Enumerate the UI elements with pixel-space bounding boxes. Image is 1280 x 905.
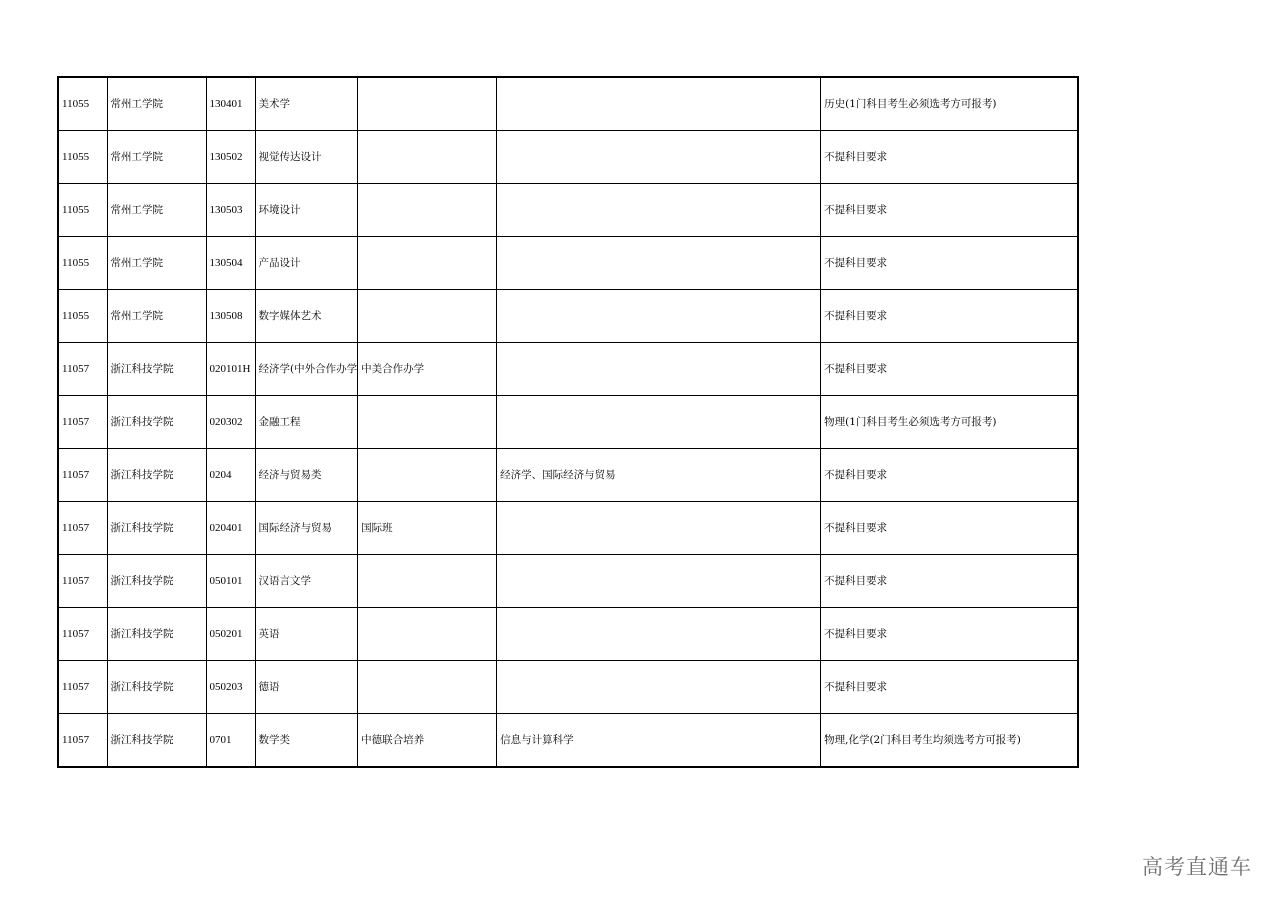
school-name-cell: 浙江科技学院 <box>107 714 206 768</box>
major-code-cell: 020401 <box>206 502 255 555</box>
school-name-cell: 常州工学院 <box>107 184 206 237</box>
included-majors-cell <box>497 131 821 184</box>
major-name-cell: 金融工程 <box>255 396 358 449</box>
remark-cell <box>358 131 497 184</box>
major-code-cell: 0701 <box>206 714 255 768</box>
admission-requirements-table <box>57 76 1079 768</box>
school-name-cell: 浙江科技学院 <box>107 343 206 396</box>
school-code-cell: 11057 <box>58 608 107 661</box>
remark-cell: 中美合作办学 <box>358 343 497 396</box>
included-majors-cell <box>497 555 821 608</box>
major-code-cell: 050201 <box>206 608 255 661</box>
subject-requirement-cell: 物理,化学(2门科目考生均须选考方可报考) <box>821 714 1078 768</box>
table-row <box>58 661 1078 714</box>
included-majors-cell <box>497 502 821 555</box>
table-row <box>58 237 1078 290</box>
major-code-cell: 050101 <box>206 555 255 608</box>
school-name-cell: 浙江科技学院 <box>107 555 206 608</box>
included-majors-cell <box>497 77 821 131</box>
major-code-cell: 130504 <box>206 237 255 290</box>
remark-cell <box>358 396 497 449</box>
major-code-cell: 130401 <box>206 77 255 131</box>
table-row <box>58 449 1078 502</box>
subject-requirement-cell: 不提科目要求 <box>821 343 1078 396</box>
table-row <box>58 343 1078 396</box>
major-name-cell: 数字媒体艺术 <box>255 290 358 343</box>
major-code-cell: 130508 <box>206 290 255 343</box>
major-code-cell: 130502 <box>206 131 255 184</box>
table-row <box>58 290 1078 343</box>
included-majors-cell <box>497 237 821 290</box>
major-name-cell: 国际经济与贸易 <box>255 502 358 555</box>
school-code-cell: 11057 <box>58 396 107 449</box>
school-name-cell: 常州工学院 <box>107 77 206 131</box>
table-row <box>58 396 1078 449</box>
school-name-cell: 常州工学院 <box>107 290 206 343</box>
subject-requirement-cell: 物理(1门科目考生必须选考方可报考) <box>821 396 1078 449</box>
major-name-cell: 汉语言文学 <box>255 555 358 608</box>
school-name-cell: 常州工学院 <box>107 131 206 184</box>
school-name-cell: 常州工学院 <box>107 237 206 290</box>
school-code-cell: 11055 <box>58 237 107 290</box>
school-name-cell: 浙江科技学院 <box>107 502 206 555</box>
school-name-cell: 浙江科技学院 <box>107 396 206 449</box>
major-name-cell: 美术学 <box>255 77 358 131</box>
table-row <box>58 131 1078 184</box>
major-code-cell: 050203 <box>206 661 255 714</box>
remark-cell: 国际班 <box>358 502 497 555</box>
subject-requirement-cell: 不提科目要求 <box>821 502 1078 555</box>
included-majors-cell <box>497 396 821 449</box>
remark-cell <box>358 661 497 714</box>
subject-requirement-cell: 不提科目要求 <box>821 661 1078 714</box>
major-code-cell: 020302 <box>206 396 255 449</box>
table-row <box>58 555 1078 608</box>
remark-cell <box>358 290 497 343</box>
subject-requirement-cell: 不提科目要求 <box>821 555 1078 608</box>
major-name-cell: 德语 <box>255 661 358 714</box>
major-code-cell: 0204 <box>206 449 255 502</box>
table-row <box>58 502 1078 555</box>
school-code-cell: 11057 <box>58 343 107 396</box>
watermark-text: 高考直通车 <box>1142 855 1252 879</box>
school-name-cell: 浙江科技学院 <box>107 449 206 502</box>
included-majors-cell: 信息与计算科学 <box>497 714 821 768</box>
subject-requirement-cell: 不提科目要求 <box>821 237 1078 290</box>
subject-requirement-cell: 不提科目要求 <box>821 131 1078 184</box>
table-row <box>58 714 1078 768</box>
subject-requirement-cell: 不提科目要求 <box>821 184 1078 237</box>
school-code-cell: 11057 <box>58 502 107 555</box>
school-code-cell: 11055 <box>58 290 107 343</box>
subject-requirement-cell: 不提科目要求 <box>821 449 1078 502</box>
included-majors-cell: 经济学、国际经济与贸易 <box>497 449 821 502</box>
school-name-cell: 浙江科技学院 <box>107 608 206 661</box>
remark-cell: 中德联合培养 <box>358 714 497 768</box>
table-row <box>58 184 1078 237</box>
school-code-cell: 11057 <box>58 714 107 768</box>
included-majors-cell <box>497 290 821 343</box>
school-code-cell: 11055 <box>58 184 107 237</box>
school-code-cell: 11055 <box>58 131 107 184</box>
major-code-cell: 130503 <box>206 184 255 237</box>
major-name-cell: 环境设计 <box>255 184 358 237</box>
included-majors-cell <box>497 343 821 396</box>
subject-requirement-cell: 不提科目要求 <box>821 608 1078 661</box>
table-row <box>58 608 1078 661</box>
included-majors-cell <box>497 661 821 714</box>
school-code-cell: 11057 <box>58 449 107 502</box>
remark-cell <box>358 555 497 608</box>
remark-cell <box>358 608 497 661</box>
school-code-cell: 11057 <box>58 661 107 714</box>
school-code-cell: 11055 <box>58 77 107 131</box>
major-name-cell: 视觉传达设计 <box>255 131 358 184</box>
remark-cell <box>358 237 497 290</box>
school-name-cell: 浙江科技学院 <box>107 661 206 714</box>
included-majors-cell <box>497 184 821 237</box>
remark-cell <box>358 184 497 237</box>
remark-cell <box>358 77 497 131</box>
table-row <box>58 77 1078 131</box>
major-name-cell: 经济学(中外合作办学 <box>255 343 358 396</box>
major-name-cell: 英语 <box>255 608 358 661</box>
major-name-cell: 经济与贸易类 <box>255 449 358 502</box>
included-majors-cell <box>497 608 821 661</box>
major-name-cell: 数学类 <box>255 714 358 768</box>
subject-requirement-cell: 不提科目要求 <box>821 290 1078 343</box>
remark-cell <box>358 449 497 502</box>
table-body <box>58 77 1078 767</box>
major-name-cell: 产品设计 <box>255 237 358 290</box>
subject-requirement-cell: 历史(1门科目考生必须选考方可报考) <box>821 77 1078 131</box>
school-code-cell: 11057 <box>58 555 107 608</box>
major-code-cell: 020101H <box>206 343 255 396</box>
